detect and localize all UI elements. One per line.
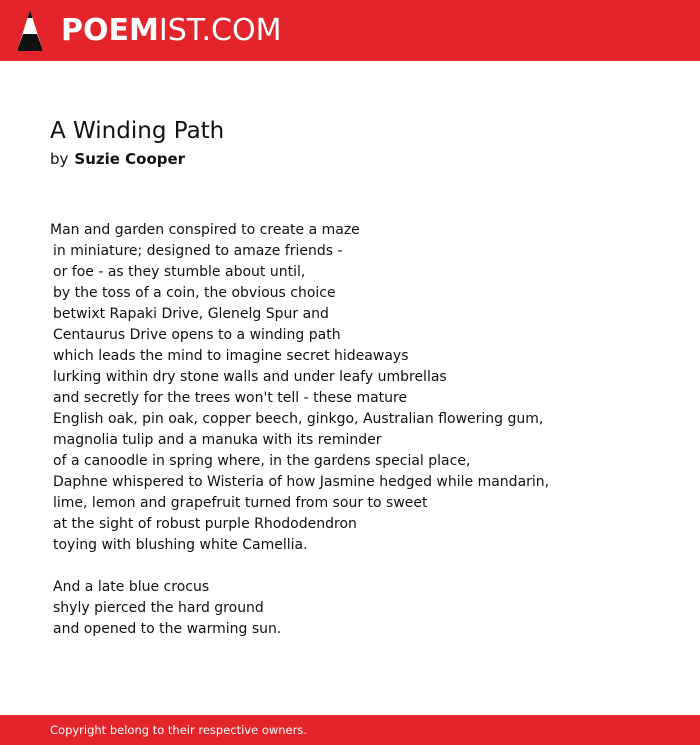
poem-title: A Winding Path bbox=[50, 118, 225, 144]
poem-line: Daphne whispered to Wisteria of how Jasmine hedged while mandarin, bbox=[53, 474, 550, 490]
brand-light: IST.COM bbox=[158, 12, 282, 48]
poem-line: And a late blue crocus bbox=[53, 579, 210, 595]
poem-line: shyly pierced the hard ground bbox=[53, 600, 264, 616]
poem-line: or foe - as they stumble about until, bbox=[53, 264, 306, 280]
poem-line: in miniature; designed to amaze friends - bbox=[53, 243, 343, 259]
poem-line: betwixt Rapaki Drive, Glenelg Spur and bbox=[53, 306, 329, 322]
poem-line: and opened to the warming sun. bbox=[53, 621, 282, 637]
poem-line: English oak, pin oak, copper beech, ginkgo, Australian flowering gum, bbox=[53, 411, 544, 427]
poem-container bbox=[50, 116, 660, 640]
poem-line: and secretly for the trees won't tell - these mature bbox=[53, 390, 408, 406]
brand-strong: POEM bbox=[61, 12, 159, 48]
poem-body bbox=[50, 220, 660, 640]
poem-line: Centaurus Drive opens to a winding path bbox=[53, 327, 341, 343]
poem-line: of a canoodle in spring where, in the gardens special place, bbox=[53, 453, 471, 469]
copyright-notice: Copyright belong to their respective owners. bbox=[50, 723, 308, 737]
poem-line: lime, lemon and grapefruit turned from sour to sweet bbox=[53, 495, 428, 511]
site-logo-text bbox=[61, 12, 282, 48]
poem-line: Man and garden conspired to create a maze bbox=[50, 222, 360, 238]
pencil-tip-icon bbox=[18, 10, 42, 51]
stanza-break bbox=[50, 556, 660, 577]
byline bbox=[50, 148, 660, 170]
poem-line: by the toss of a coin, the obvious choice bbox=[53, 285, 336, 301]
site-footer bbox=[0, 715, 700, 745]
poem-line: which leads the mind to imagine secret hideaways bbox=[53, 348, 409, 364]
poem-line: at the sight of robust purple Rhododendron bbox=[53, 516, 357, 532]
poem-line: toying with blushing white Camellia. bbox=[53, 537, 308, 553]
byline-label: by bbox=[50, 150, 69, 168]
site-header bbox=[0, 0, 700, 61]
author-link[interactable]: Suzie Cooper bbox=[74, 150, 186, 168]
poem-line: lurking within dry stone walls and under leafy umbrellas bbox=[53, 369, 447, 385]
site-logo-link[interactable] bbox=[18, 10, 281, 51]
poem-line: magnolia tulip and a manuka with its reminder bbox=[53, 432, 382, 448]
